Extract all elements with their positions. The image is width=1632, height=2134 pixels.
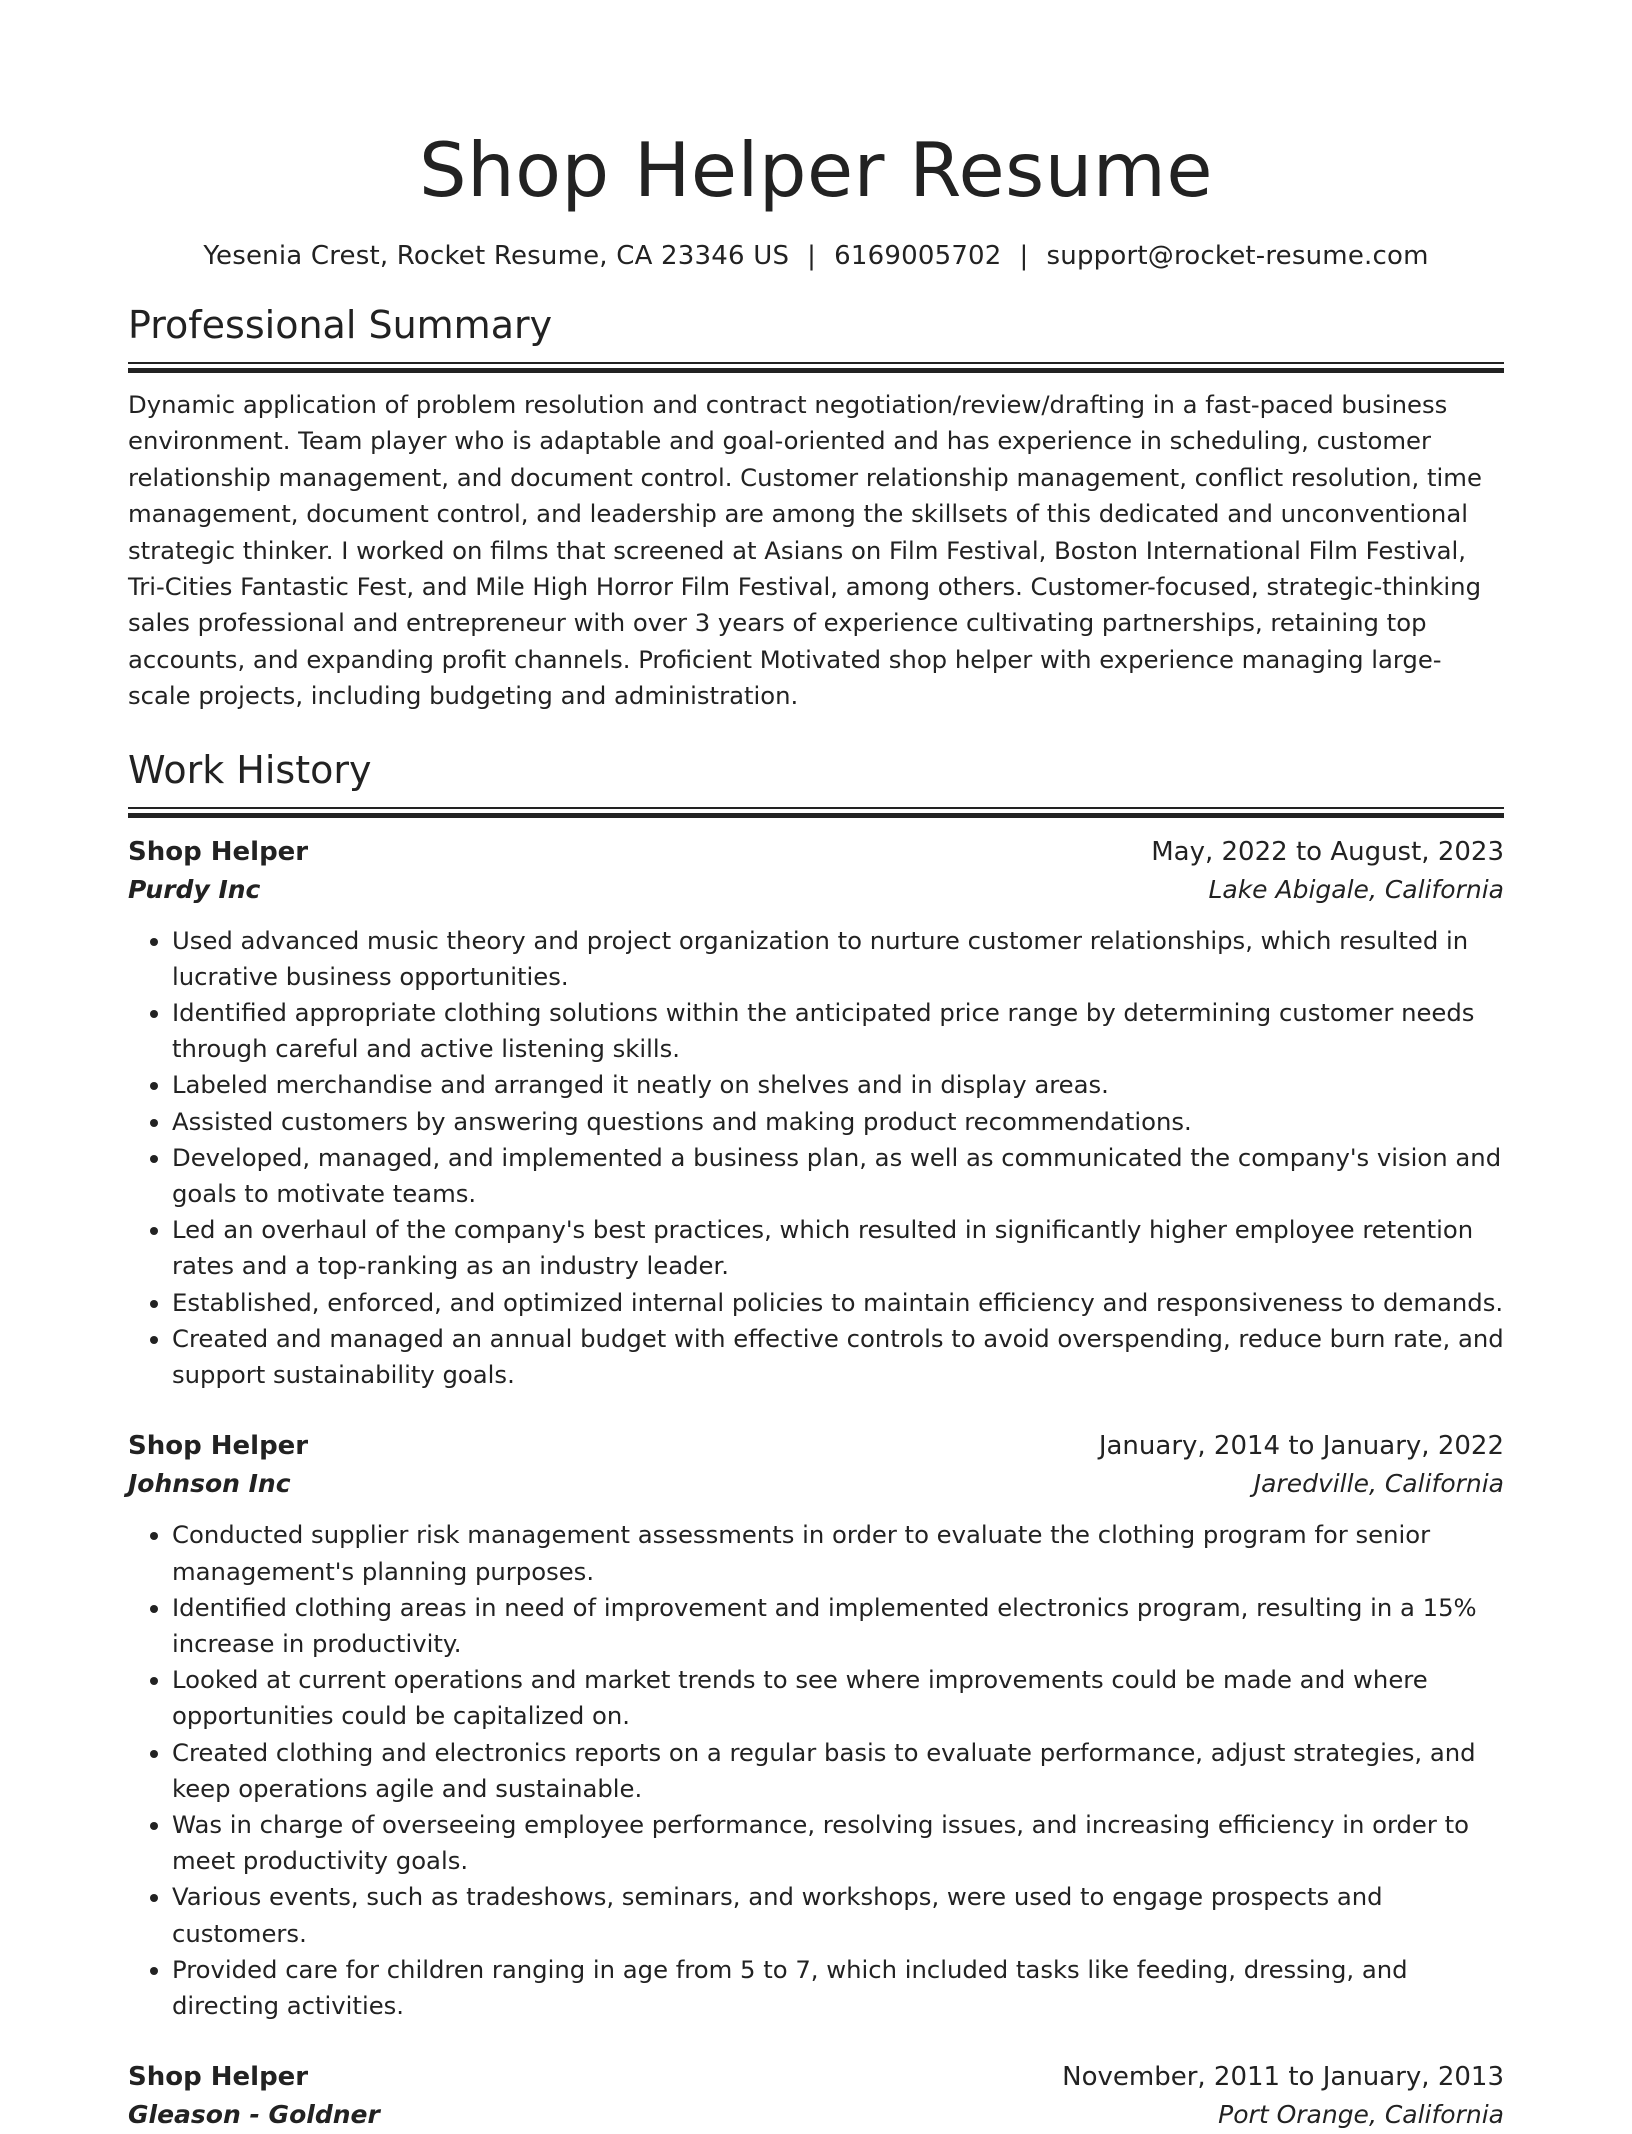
job-title: Shop Helper [128,836,309,867]
job-title: Shop Helper [128,1431,309,1462]
job-bullet: • Assisted customers by answering questions and making product recommendations. [172,1104,1504,1140]
job-bullet: • Used advanced music theory and project organization to nurture customer relationships, which resulted in lucrative business opportunities. [172,923,1504,995]
resume-title: Shop Helper Resume [419,126,1213,214]
job-bullet: • Developed, managed, and implemented a business plan, as well as communicated the company's vision and goals to motivate teams. [172,1140,1504,1212]
job-dates: November, 2011 to January, 2013 [1062,2062,1504,2093]
job-entry [128,833,1504,1394]
job-bullet: • Looked at current operations and market trends to see where improvements could be made and where opportunities could be capitalized on. [172,1662,1504,1734]
job-subheader-row [128,871,1504,909]
summary-heading: Professional Summary [128,303,553,347]
job-entry [128,2058,1504,2134]
contact-email: support@rocket-resume.com [1046,241,1429,271]
job-title: Shop Helper [128,2062,309,2093]
job-company: Johnson Inc [128,1469,291,1499]
work-history-heading: Work History [128,747,372,792]
job-location: Jaredville, California [1253,1469,1504,1499]
resume-content [128,120,1504,2134]
job-entry [128,1427,1504,2024]
job-bullets [128,1517,1504,2024]
contact-address: Yesenia Crest, Rocket Resume, CA 23346 US [203,241,790,271]
contact-separator: | [807,241,817,271]
job-bullets [128,923,1504,1394]
contact-separator: | [1019,241,1029,271]
job-company: Gleason - Goldner [128,2100,380,2130]
job-bullet: • Various events, such as tradeshows, seminars, and workshops, were used to engage prospects and customers. [172,1879,1504,1951]
section-divider [128,807,1504,817]
job-bullet: • Labeled merchandise and arranged it neatly on shelves and in display areas. [172,1067,1504,1103]
contact-phone: 6169005702 [834,241,1002,271]
job-bullet: • Provided care for children ranging in age from 5 to 7, which included tasks like feeding, dressing, and directing activities. [172,1952,1504,2024]
job-company: Purdy Inc [128,874,261,904]
job-subheader-row [128,1465,1504,1503]
job-dates: May, 2022 to August, 2023 [1151,836,1504,867]
job-header-row [128,833,1504,871]
job-bullet: • Created and managed an annual budget with effective controls to avoid overspending, reduce burn rate, and support sustainability goals. [172,1321,1504,1393]
summary-text: Dynamic application of problem resolution and contract negotiation/review/drafting in a fast-paced business environment. Team player who is adaptable and goal-oriented and has experience in scheduling, customer relationship management, and document control. Customer relationship management, conflict resolution, time management, document control, and leadership are among the skillsets of this dedicated and unconventional strategic thinker. I worked on films that screened at Asians on Film Festival, Boston International Film Festival, Tri-Cities Fantastic Fest, and Mile High Horror Film Festival, among others. Customer-focused, strategic-thinking sales professional and entrepreneur with over 3 years of experience cultivating partnerships, retaining top accounts, and expanding profit channels. Proficient Motivated shop helper with experience managing large-scale projects, including budgeting and administration. [128,390,1482,711]
job-location: Port Orange, California [1218,2100,1504,2130]
job-subheader-row [128,2096,1504,2134]
section-divider [128,362,1504,372]
job-location: Lake Abigale, California [1208,874,1504,904]
job-bullet: • Created clothing and electronics reports on a regular basis to evaluate performance, adjust strategies, and keep operations agile and sustainable. [172,1735,1504,1807]
job-list [128,833,1504,2134]
job-bullet: • Identified appropriate clothing solutions within the anticipated price range by determining customer needs through careful and active listening skills. [172,995,1504,1067]
job-bullet: • Identified clothing areas in need of improvement and implemented electronics program, resulting in a 15% increase in productivity. [172,1590,1504,1662]
job-header-row [128,2058,1504,2096]
job-bullet: • Led an overhaul of the company's best practices, which resulted in significantly higher employee retention rates and a top-ranking as an industry leader. [172,1212,1504,1284]
job-bullet: • Conducted supplier risk management assessments in order to evaluate the clothing program for senior management's planning purposes. [172,1517,1504,1589]
contact-line [128,239,1504,273]
job-dates: January, 2014 to January, 2022 [1098,1431,1504,1462]
job-header-row [128,1427,1504,1465]
job-bullet: • Established, enforced, and optimized internal policies to maintain efficiency and responsiveness to demands. [172,1285,1504,1321]
job-bullet: • Was in charge of overseeing employee performance, resolving issues, and increasing efficiency in order to meet productivity goals. [172,1807,1504,1879]
